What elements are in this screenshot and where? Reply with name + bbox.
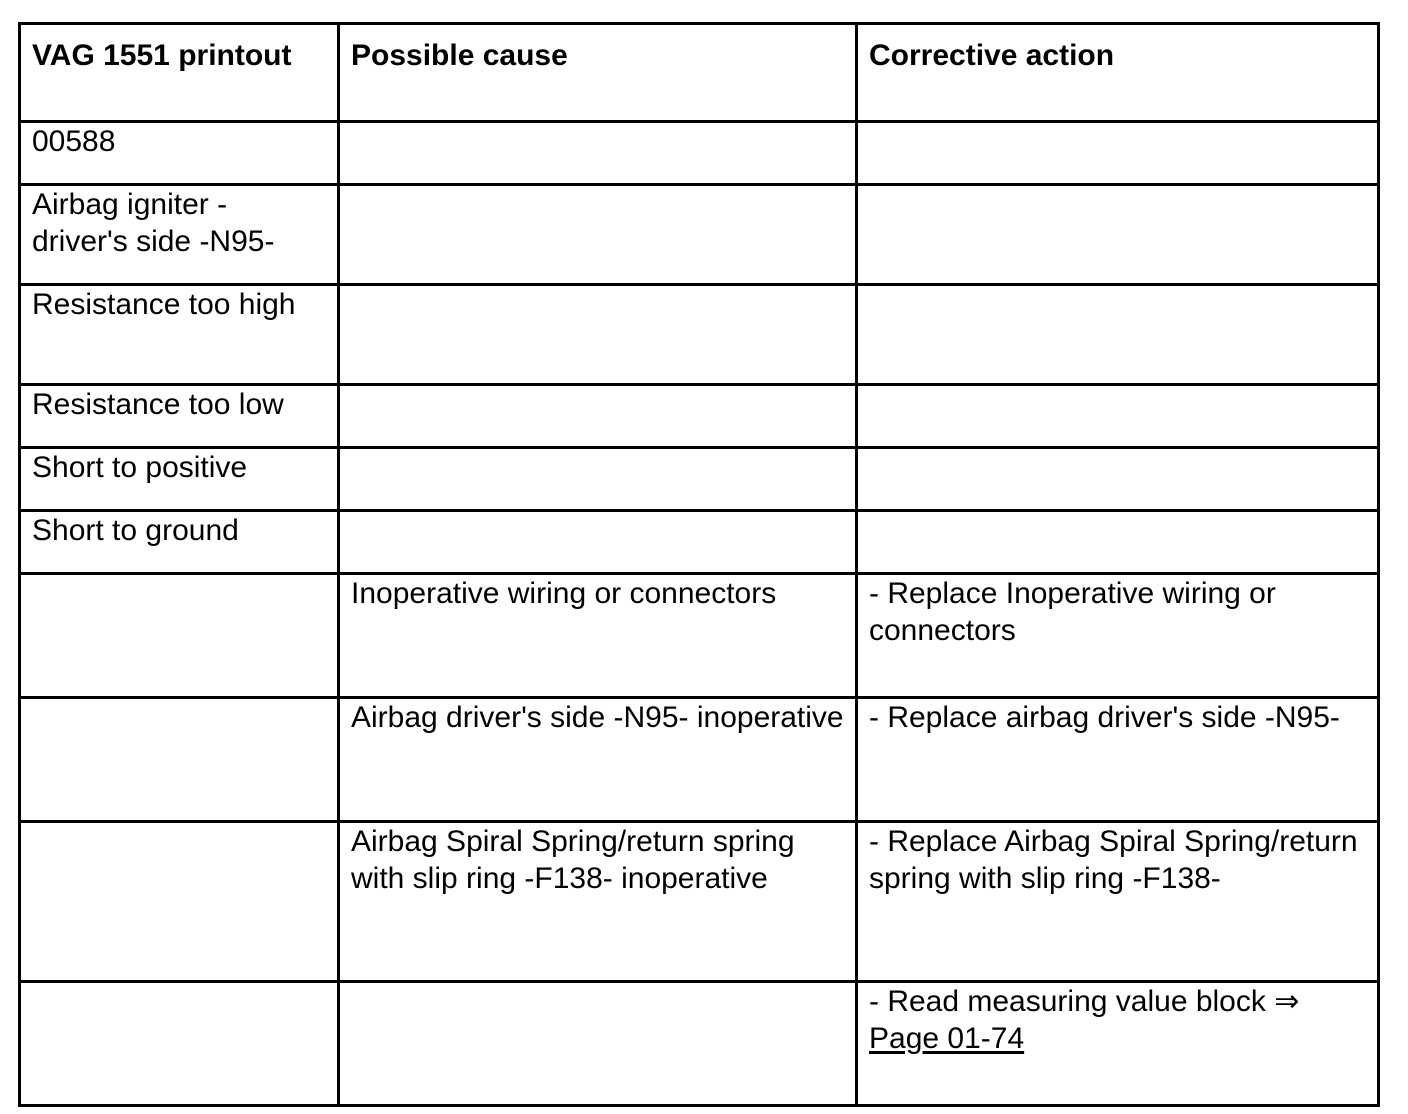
page-reference-link[interactable]: Page 01-74 <box>869 1022 1025 1055</box>
printout-cell: Airbag igniter - driver's side -N95- <box>20 185 339 285</box>
action-cell <box>857 285 1379 385</box>
action-cell <box>857 385 1379 448</box>
cause-cell: Inoperative wiring or connectors <box>339 574 857 698</box>
table-row <box>20 448 1379 511</box>
cause-cell <box>339 511 857 574</box>
cause-cell: Airbag Spiral Spring/return spring with slip ring -F138- inoperative <box>339 822 857 982</box>
table-row <box>20 574 1379 698</box>
cause-cell: Airbag driver's side -N95- inoperative <box>339 698 857 822</box>
action-text: - Read measuring value block ⇒ <box>869 985 1300 1018</box>
header-printout: VAG 1551 printout <box>20 24 339 122</box>
table-row <box>20 122 1379 185</box>
printout-cell <box>20 698 339 822</box>
cause-cell <box>339 385 857 448</box>
table-row <box>20 698 1379 822</box>
cause-cell <box>339 448 857 511</box>
cause-cell <box>339 185 857 285</box>
action-cell <box>857 982 1379 1106</box>
printout-cell <box>20 574 339 698</box>
cause-cell <box>339 285 857 385</box>
header-corrective-action: Corrective action <box>857 24 1379 122</box>
printout-cell: Resistance too high <box>20 285 339 385</box>
action-cell <box>857 185 1379 285</box>
printout-cell: 00588 <box>20 122 339 185</box>
table-row <box>20 185 1379 285</box>
action-cell <box>857 448 1379 511</box>
action-cell: - Replace Inoperative wiring or connectors <box>857 574 1379 698</box>
table-row <box>20 511 1379 574</box>
table-row <box>20 822 1379 982</box>
printout-cell: Resistance too low <box>20 385 339 448</box>
printout-cell <box>20 982 339 1106</box>
cause-cell <box>339 982 857 1106</box>
table-row <box>20 982 1379 1106</box>
action-cell: - Replace Airbag Spiral Spring/return spring with slip ring -F138- <box>857 822 1379 982</box>
printout-cell: Short to positive <box>20 448 339 511</box>
action-cell: - Replace airbag driver's side -N95- <box>857 698 1379 822</box>
fault-table <box>18 22 1380 1107</box>
action-cell <box>857 122 1379 185</box>
table-header-row <box>20 24 1379 122</box>
table-row <box>20 385 1379 448</box>
header-possible-cause: Possible cause <box>339 24 857 122</box>
printout-cell: Short to ground <box>20 511 339 574</box>
cause-cell <box>339 122 857 185</box>
action-cell <box>857 511 1379 574</box>
table-row <box>20 285 1379 385</box>
printout-cell <box>20 822 339 982</box>
